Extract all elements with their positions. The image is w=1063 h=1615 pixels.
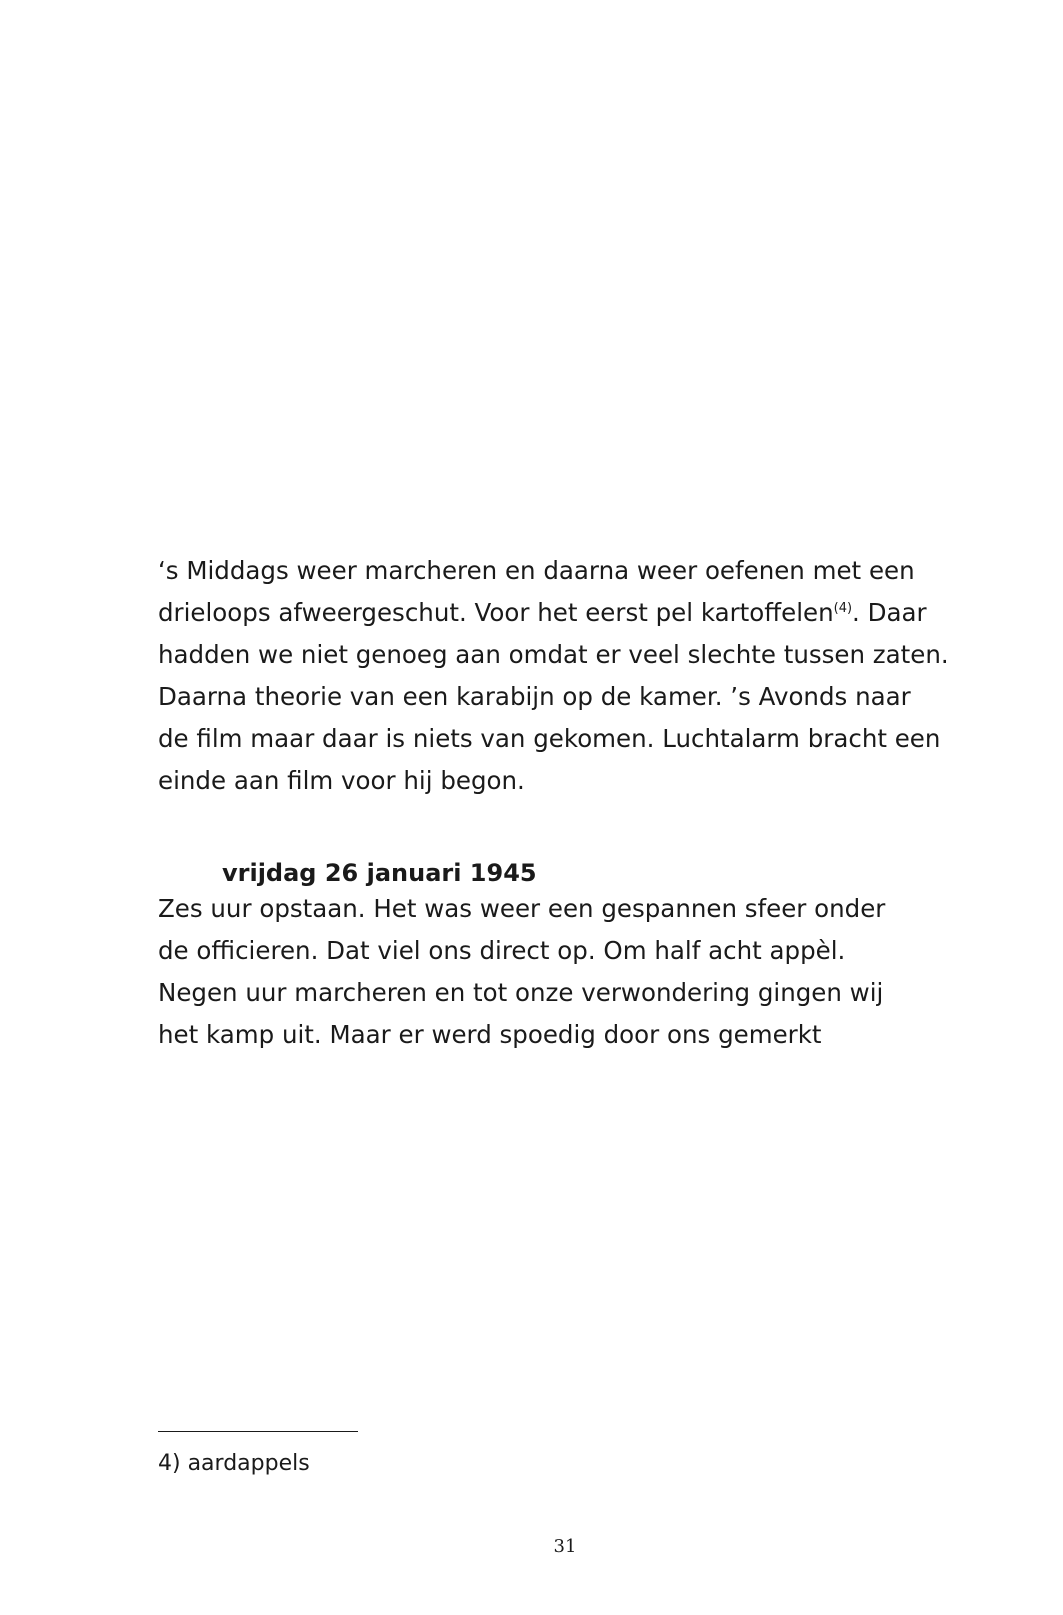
paragraph-line: Zes uur opstaan. Het was weer een gespannen sfeer onder (158, 894, 886, 923)
line-text: drieloops afweergeschut. Voor het eerst pel kartoffelen (158, 598, 834, 627)
paragraph-line: de officieren. Dat viel ons direct op. Om half acht appèl. (158, 936, 846, 965)
paragraph-line: Negen uur marcheren en tot onze verwondering gingen wij (158, 978, 884, 1007)
paragraph-line: het kamp uit. Maar er werd spoedig door ons gemerkt (158, 1020, 822, 1049)
paragraph-line (158, 592, 958, 634)
paragraph-2 (158, 888, 958, 1056)
paragraph-line: de film maar daar is niets van gekomen. Luchtalarm bracht een (158, 724, 941, 753)
diary-entry-date: vrijdag 26 januari 1945 (222, 859, 537, 887)
paragraph-1 (158, 550, 958, 802)
footnote: 4) aardappels (158, 1451, 310, 1476)
paragraph-line: einde aan film voor hij begon. (158, 766, 525, 795)
paragraph-line: ‘s Middags weer marcheren en daarna weer oefenen met een (158, 556, 915, 585)
footnote-reference: (4) (833, 601, 853, 616)
paragraph-line: Daarna theorie van een karabijn op de kamer. ’s Avonds naar (158, 682, 911, 711)
paragraph-line: hadden we niet genoeg aan omdat er veel slechte tussen zaten. (158, 640, 949, 669)
footnote-divider (158, 1431, 358, 1432)
line-text: . Daar (852, 598, 927, 627)
page-number: 31 (553, 1536, 577, 1557)
